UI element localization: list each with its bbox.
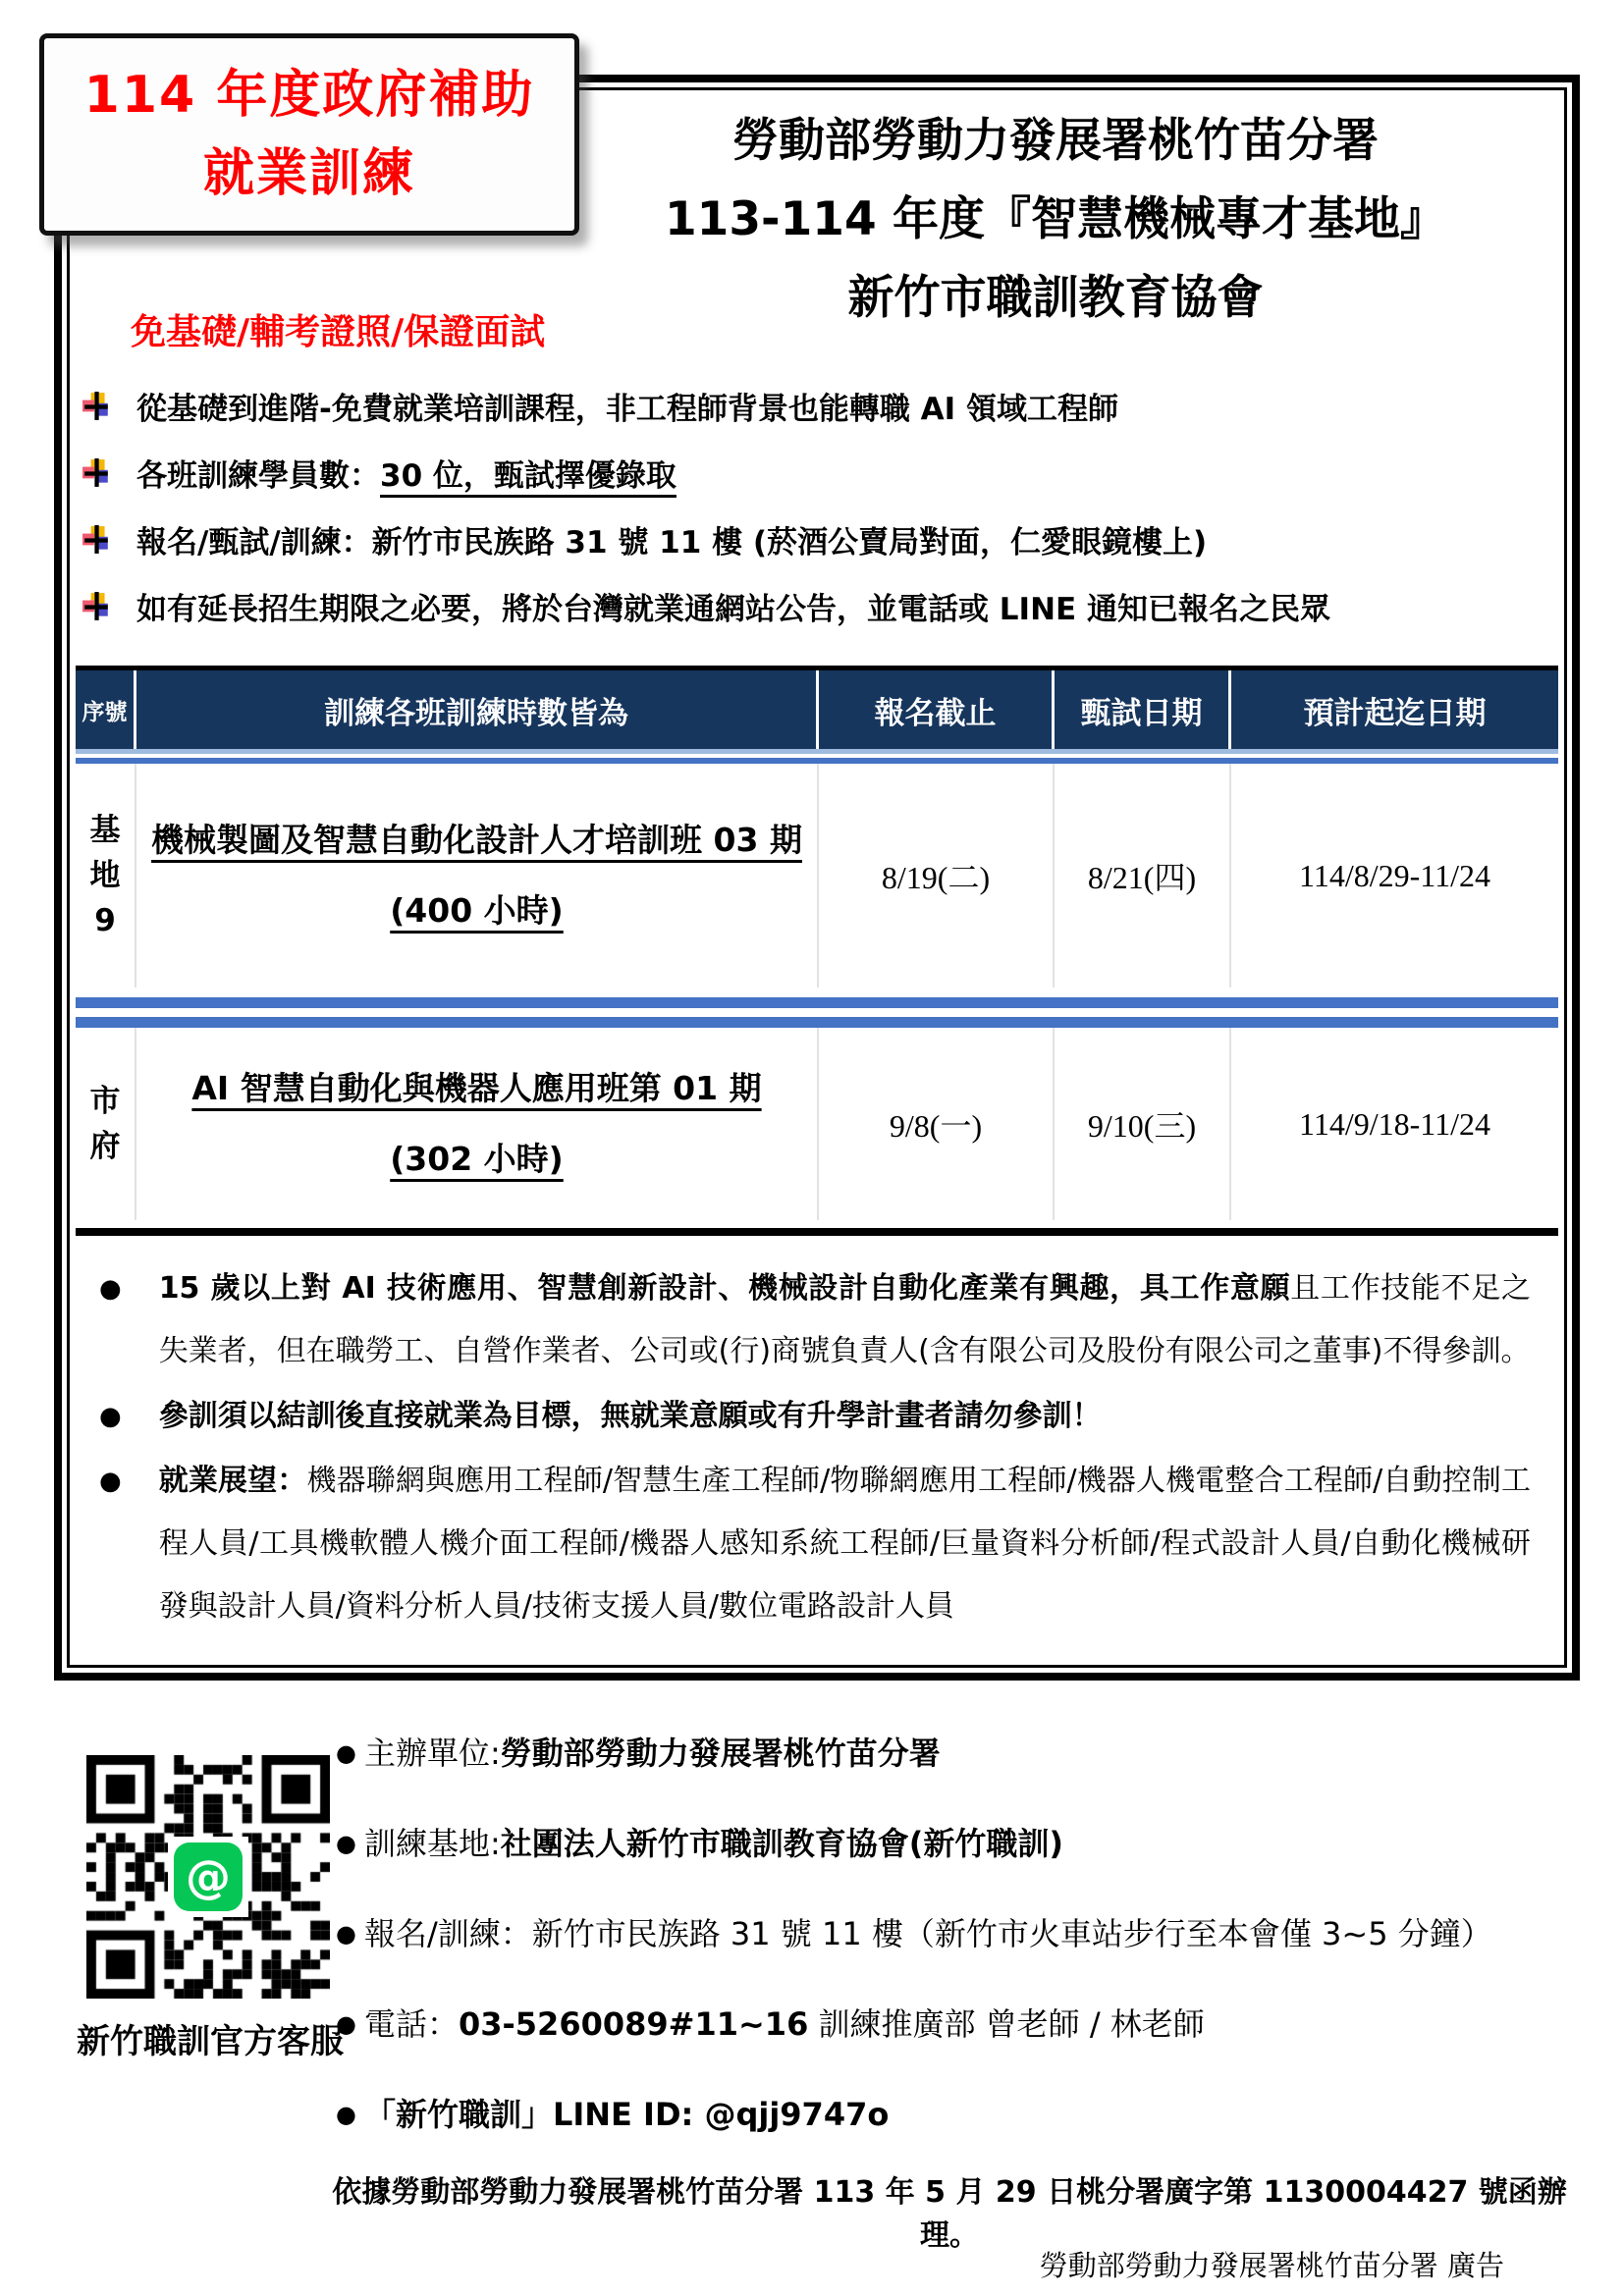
colored-cross-bullet-icon [81,458,111,492]
dot-bullet-icon: ● [336,1920,356,1948]
list-item [81,454,1546,499]
course-name-cell: AI 智慧自動化與機器人應用班第 01 期 (302 小時) [191,1069,762,1178]
bullet-text: 報名/甄試/訓練：新竹市民族路 31 號 11 樓 (菸酒公賣局對面，仁愛眼鏡樓上) [136,525,1208,561]
eligibility-notes [99,1257,1531,1640]
association-title: 新竹市職訓教育協會 [847,271,1264,325]
bullet-text: 各班訓練學員數：30 位，甄試擇優錄取 [136,458,677,494]
note-item: ● 參訓須以結訓後直接就業為目標，無就業意願或有升學計畫者請勿參訓！ [99,1385,1531,1448]
column-header-period: 預計起迄日期 [1231,670,1558,749]
dot-bullet-icon: ● [336,1739,356,1767]
column-header-deadline: 報名截止 [819,670,1055,749]
header-title-block [560,102,1551,338]
column-header-exam: 甄試日期 [1055,670,1231,749]
row-seq-label: 市府 [89,1084,121,1164]
contact-item-phone: ● 電話：03-5260089#11~16 訓練推廣部 曾老師 / 林老師 [336,2002,1589,2046]
underlined-quota: 30 位，甄試擇優錄取 [380,458,677,494]
colored-cross-bullet-icon [81,592,111,625]
line-at-icon: @ [168,1837,248,1917]
bullet-text: 從基礎到進階-免費就業培訓課程，非工程師背景也能轉職 AI 領域工程師 [136,392,1118,427]
list-item [81,520,1546,565]
badge-line2: 就業訓練 [202,144,415,203]
dot-bullet-icon: ● [99,1402,122,1431]
contact-item-organizer: ● 主辦單位:勞動部勞動力發展署桃竹苗分署 [336,1732,1589,1775]
contact-item-line-id: ● 「新竹職訓」LINE ID: @qjj9747o [336,2093,1589,2136]
feature-bullet-list [81,387,1546,654]
main-frame [54,75,1580,1681]
exam-date-cell: 9/10(三) [1055,1028,1231,1220]
list-item [81,587,1546,632]
deadline-cell: 9/8(一) [819,1028,1055,1220]
dot-bullet-icon: ● [99,1274,122,1304]
dot-bullet-icon: ● [99,1467,122,1496]
dot-bullet-icon: ● [336,2010,356,2038]
period-cell: 114/9/18-11/24 [1231,1028,1558,1220]
column-header-course: 訓練各班訓練時數皆為 [136,670,819,749]
org-title: 勞動部勞動力發展署桃竹苗分署 [732,114,1379,168]
course-table [76,666,1558,1220]
table-header-row [76,670,1558,749]
notes-top-divider [76,1228,1558,1236]
note-item: ● 就業展望：機器聯網與應用工程師/智慧生產工程師/物聯網應用工程師/機器人機電整合工程師/自動控制工程人員/工具機軟體人機介面工程師/機器人感知系統工程師/巨量資料分析師/程式設計人員/自動化機械研發與設計人員/資料分析人員/技術支援人員/數位電路設計人員 [99,1450,1531,1638]
program-title: 113-114 年度『智慧機械專才基地』 [664,192,1447,246]
year-badge [39,33,579,236]
period-cell: 114/8/29-11/24 [1231,764,1558,988]
advertisement-credit-line: 勞動部勞動力發展署桃竹苗分署 廣告 [1039,2249,1504,2282]
deadline-cell: 8/19(二) [819,764,1055,988]
legal-reference-line: 依據勞動部勞動力發展署桃竹苗分署 113 年 5 月 29 日桃分署廣字第 1130004427 號函辦理。 [332,2175,1567,2253]
row-seq-label: 基地9 [89,813,121,938]
contact-item-address: ● 報名/訓練：新竹市民族路 31 號 11 樓（新竹市火車站步行至本會僅 3~5 分鐘） [336,1912,1589,1955]
dot-bullet-icon: ● [336,1830,356,1857]
colored-cross-bullet-icon [81,525,111,559]
bullet-text: 如有延長招生期限之必要，將於台灣就業通網站公告，並電話或 LINE 通知已報名之民眾 [136,592,1330,627]
colored-cross-bullet-icon [81,392,111,425]
qr-code [86,1755,330,1999]
contact-list [336,1732,1589,2183]
exam-date-cell: 8/21(四) [1055,764,1231,988]
highlight-subtitle: 免基礎/輔考證照/保證面試 [131,312,546,352]
contact-item-training-base: ● 訓練基地:社團法人新竹市職訓教育協會(新竹職訓) [336,1822,1589,1865]
table-row [76,1028,1558,1220]
qr-caption: 新竹職訓官方客服 [77,2022,344,2061]
badge-line1: 114 年度政府補助 [83,66,535,125]
list-item [81,387,1546,432]
column-header-seq: 序號 [76,670,136,749]
table-row [76,764,1558,988]
row-separator [76,988,1558,1028]
course-name-cell: 機械製圖及智慧自動化設計人才培訓班 03 期 (400 小時) [151,821,802,930]
dot-bullet-icon: ● [336,2101,356,2128]
note-item: ● 15 歲以上對 AI 技術應用、智慧創新設計、機械設計自動化產業有興趣，具工作意願且工作技能不足之失業者，但在職勞工、自營作業者、公司或(行)商號負責人(含有限公司及股份有限公司之董事)不得參訓。 [99,1257,1531,1383]
